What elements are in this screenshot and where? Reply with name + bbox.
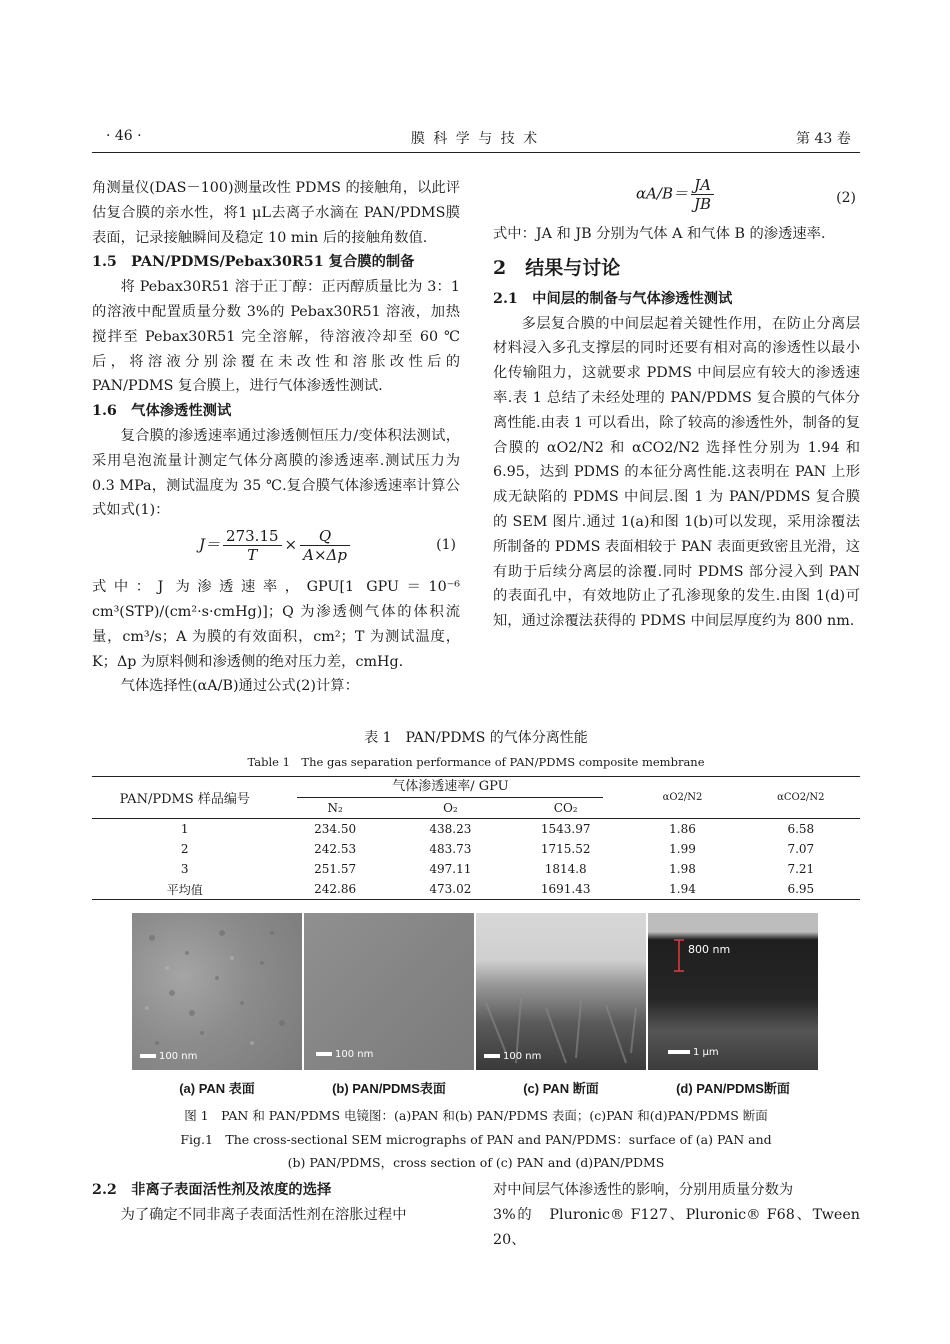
- header-n2: N₂: [277, 798, 392, 819]
- left-paragraph-3: 复合膜的渗透速率通过渗透侧恒压力/变体积法测试，采用皂泡流量计测定气体分离膜的渗透速率.测试压力为 0.3 MPa，测试温度为 35 ℃.复合膜气体渗透速率计算公式如式(1)：: [92, 427, 460, 519]
- scale-bar-d: [668, 1047, 719, 1058]
- table-row: [92, 839, 860, 859]
- eq2-number: (2): [836, 190, 856, 206]
- left-paragraph-4: 式中：J 为渗透速率，GPU[1 GPU＝10⁻⁶ cm³(STP)/(cm²·s·cmHg)]；Q 为渗透侧气体的体积流量，cm³/s；A 为膜的有效面积，cm²；T 为测试温度，K；Δp 为原料侧和渗透侧的绝对压力差，cmHg.: [92, 579, 460, 670]
- cell: 1814.8: [544, 862, 587, 876]
- scale-label-d: 1 μm: [693, 1047, 719, 1058]
- sem-image-d: [648, 913, 818, 1070]
- cell: 3: [180, 862, 189, 876]
- header-sample: PAN/PDMS 样品编号: [92, 777, 277, 819]
- bottom-right-column: [493, 1178, 860, 1252]
- journal-name: 膜 科 学 与 技 术: [410, 131, 540, 147]
- cell: 平均值: [166, 882, 203, 897]
- sem-image-a: [132, 913, 302, 1070]
- table-title-cn: 表 1 PAN/PDMS 的气体分离性能: [364, 730, 588, 746]
- sem-texture-a: [132, 913, 302, 1070]
- section-2-1-title: 2.1 中间层的制备与气体渗透性测试: [493, 290, 733, 307]
- right-paragraph-1: 式中：JA 和 JB 分别为气体 A 和气体 B 的渗透速率.: [493, 226, 826, 242]
- header-co2-n2: αCO2/N2: [742, 777, 860, 819]
- section-2-2-title: 2.2 非离子表面活性剂及浓度的选择: [92, 1182, 332, 1198]
- thickness-label: 800 nm: [688, 943, 731, 956]
- eq1-numerator-1: 273.15: [223, 527, 282, 546]
- gas-separation-table: [92, 776, 860, 900]
- header-rule: [92, 152, 860, 153]
- subcaption-d: (d) PAN/PDMS断面: [676, 1081, 790, 1096]
- left-paragraph-5: 气体选择性(αA/B)通过公式(2)计算：: [120, 678, 359, 695]
- cell: 242.86: [314, 882, 357, 896]
- table-row: [92, 859, 860, 879]
- section-2-title: 2 结果与讨论: [493, 256, 621, 279]
- cell: 1691.43: [540, 882, 591, 896]
- left-column: [92, 176, 460, 699]
- header-co2: CO₂: [508, 798, 623, 819]
- table-row: [92, 819, 860, 840]
- equation-2: [493, 176, 860, 222]
- cell: 1543.97: [540, 822, 591, 836]
- table-row: [92, 879, 860, 900]
- eq1-lhs: J＝: [199, 535, 221, 554]
- left-paragraph-1: 角测量仪(DAS－100)测量改性 PDMS 的接触角，以此评估复合膜的亲水性，将1 μL去离子水滴在 PAN/PDMS膜表面，记录接触瞬间及稳定 10 min 后的接触角数值.: [92, 180, 460, 246]
- header-o2-n2: αO2/N2: [623, 777, 741, 819]
- cell: 234.50: [314, 822, 357, 836]
- header-permeance: [277, 777, 623, 799]
- cell: 497.11: [429, 862, 472, 876]
- right-paragraph-2: 多层复合膜的中间层起着关键性作用，在防止分离层材料浸入多孔支撑层的同时还要有相对高的渗透性以最小化传输阻力，这就要求 PDMS 中间层应有较大的渗透速率.表 1 总结了未经处理的 PAN/PDMS 复合膜的气体分离性能.由表 1 可以看出，除了较高的渗透性外，制备的复合膜的 αO2/N2 和 αCO2/N2 选择性分别为 1.94 和 6.95，达到 PDMS 的本征分离性能.这表明在 PAN 上形成无缺陷的 PDMS 中间层.图 1 为 PAN/PDMS 复合膜的 SEM 图片.通过 1(a)和图 1(b)可以发现，采用涂覆法所制备的 PDMS 表面相较于 PAN 表面更致密且光滑，这有助于后续分离层的涂覆.同时 PDMS 部分浸入到 PAN 的表面孔中，有效地防止了孔渗现象的发生.由图 1(d)可知，通过涂覆法获得的 PDMS 中间层厚度约为 800 nm.: [493, 315, 860, 630]
- cell: 251.57: [314, 862, 357, 876]
- eq1-denominator-1: T: [247, 546, 258, 565]
- cell: 1.99: [669, 842, 696, 856]
- eq2-denominator: JB: [694, 195, 712, 213]
- table-title-en: Table 1 The gas separation performance of PAN/PDMS composite membrane: [247, 755, 705, 769]
- cell: 1: [180, 822, 189, 836]
- figure-caption-en-1: Fig.1 The cross-sectional SEM micrographs of PAN and PAN/PDMS：surface of (a) PAN and: [180, 1132, 772, 1147]
- section-1-6-title: 1.6 气体渗透性测试: [92, 403, 232, 420]
- bottom-left-column: [92, 1178, 460, 1228]
- cell: 473.02: [429, 882, 472, 896]
- header-permeance-label: 气体渗透速率/ GPU: [297, 777, 603, 798]
- figure-caption-cn: 图 1 PAN 和 PAN/PDMS 电镜图：(a)PAN 和(b) PAN/PDMS 表面；(c)PAN 和(d)PAN/PDMS 断面: [184, 1108, 768, 1123]
- scale-label-a: 100 nm: [159, 1051, 198, 1062]
- eq1-numerator-2: Q: [300, 527, 350, 546]
- scale-label-c: 100 nm: [503, 1051, 542, 1062]
- cell: 6.95: [787, 882, 815, 896]
- bottom-right-line-2: 3%的 Pluronic® F127、Pluronic® F68、Tween 20、: [493, 1206, 860, 1248]
- eq2-lhs: αA/B＝: [635, 184, 688, 203]
- subcaption-c: (c) PAN 断面: [523, 1081, 599, 1096]
- scale-bar-a: [140, 1051, 197, 1062]
- cell: 438.23: [429, 822, 472, 836]
- left-paragraph-2: 将 Pebax30R51 溶于正丁醇：正丙醇质量比为 3：1 的溶液中配置质量分数 3%的 Pebax30R51 溶液，加热搅拌至 Pebax30R51 完全溶解，待溶液冷却至 60 ℃后，将溶液分别涂覆在未改性和溶胀改性后的 PAN/PDMS 复合膜上，进行气体渗透性测试.: [92, 279, 460, 395]
- cell: 1.98: [669, 862, 696, 876]
- figure-caption-en-2: (b) PAN/PDMS，cross section of (c) PAN and (d)PAN/PDMS: [287, 1155, 665, 1170]
- section-1-5-title: 1.5 PAN/PDMS/Pebax30R51 复合膜的制备: [92, 254, 415, 271]
- cell: 7.21: [787, 862, 815, 876]
- eq1-denominator-2: A×Δp: [303, 546, 347, 565]
- sem-texture-c: [476, 913, 646, 1070]
- header-o2: O₂: [393, 798, 508, 819]
- bottom-left-paragraph: 为了确定不同非离子表面活性剂在溶胀过程中: [120, 1206, 407, 1223]
- volume-number: 第 43 卷: [796, 131, 851, 147]
- subcaption-a: (a) PAN 表面: [179, 1081, 255, 1096]
- cell: 1.86: [669, 822, 696, 836]
- cell: 242.53: [314, 842, 357, 856]
- cell: 1715.52: [540, 842, 591, 856]
- scale-bar-c: [484, 1051, 541, 1062]
- scale-label-b: 100 nm: [335, 1049, 374, 1060]
- cell: 7.07: [787, 842, 815, 856]
- eq1-times: ×: [284, 535, 298, 554]
- eq2-numerator: JA: [691, 176, 714, 195]
- cell: 2: [180, 842, 189, 856]
- cell: 1.94: [669, 882, 696, 896]
- subcaption-b: (b) PAN/PDMS表面: [332, 1081, 446, 1096]
- right-column: [493, 176, 860, 634]
- table-header-row-1: [92, 777, 860, 799]
- sem-image-c: [476, 913, 646, 1070]
- page-number: · 46 ·: [106, 128, 142, 144]
- equation-1: [92, 523, 460, 575]
- sem-image-b: [304, 913, 474, 1070]
- scale-bar-b: [316, 1049, 373, 1060]
- bottom-right-line-1: 对中间层气体渗透性的影响，分别用质量分数为: [493, 1182, 794, 1198]
- cell: 483.73: [429, 842, 472, 856]
- eq1-number: (1): [436, 537, 456, 554]
- cell: 6.58: [787, 822, 815, 836]
